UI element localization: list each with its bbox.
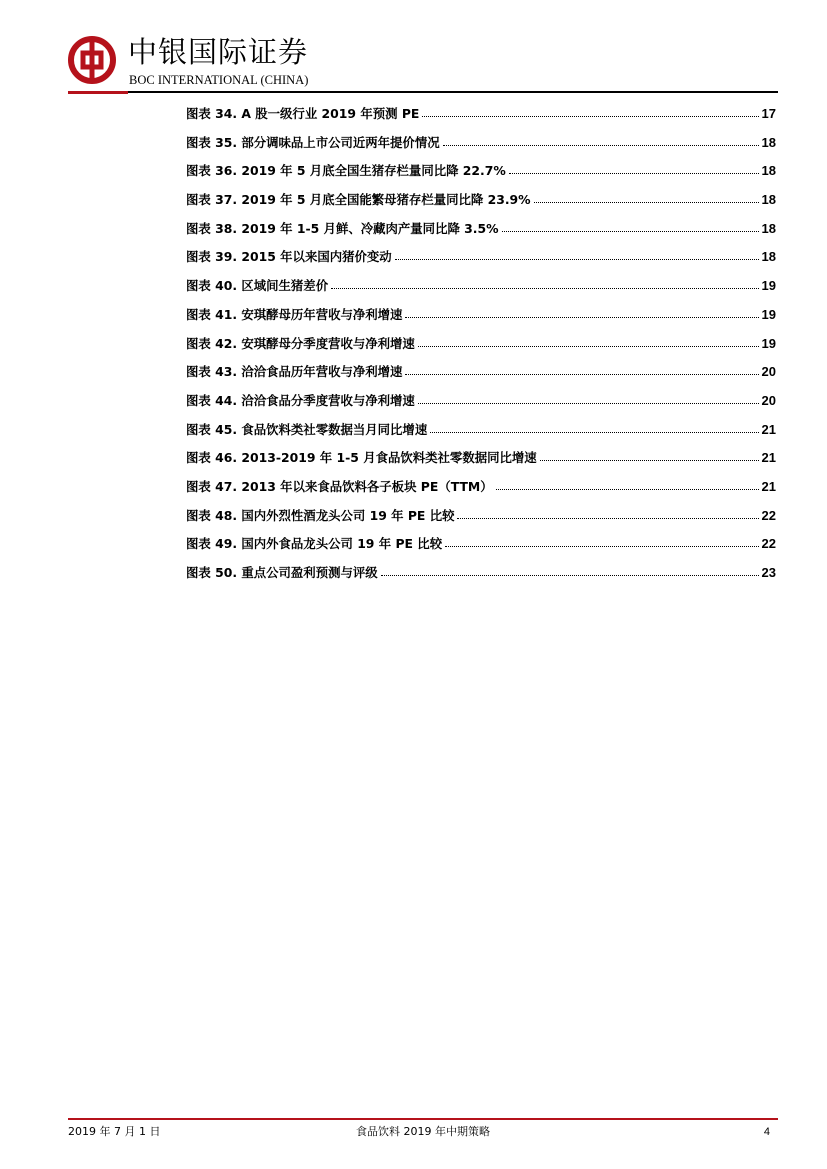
toc-entry-title[interactable]: 图表 40. 区域间生猪差价 xyxy=(186,278,329,294)
dot-leader xyxy=(534,202,759,203)
footer-divider xyxy=(68,1118,778,1120)
toc-entry-page[interactable]: 18 xyxy=(761,134,776,150)
toc-entry-title[interactable]: 图表 48. 国内外烈性酒龙头公司 19 年 PE 比较 xyxy=(186,507,455,523)
dot-leader xyxy=(405,317,758,318)
toc-entry[interactable] xyxy=(186,215,776,244)
toc-entry-title[interactable]: 图表 41. 安琪酵母历年营收与净利增速 xyxy=(186,306,403,322)
toc-entry[interactable] xyxy=(186,416,776,445)
dot-leader xyxy=(430,432,758,433)
table-of-figures xyxy=(186,100,776,588)
dot-leader xyxy=(418,346,759,347)
toc-entry-page[interactable]: 20 xyxy=(761,364,776,380)
toc-entry[interactable] xyxy=(186,330,776,359)
toc-entry-page[interactable]: 20 xyxy=(761,392,776,408)
dot-leader xyxy=(540,460,759,461)
dot-leader xyxy=(496,489,759,490)
toc-entry-page[interactable]: 19 xyxy=(761,306,776,322)
dot-leader xyxy=(509,173,759,174)
toc-entry-page[interactable]: 18 xyxy=(761,163,776,179)
toc-entry[interactable] xyxy=(186,301,776,330)
toc-entry[interactable] xyxy=(186,473,776,502)
toc-entry-page[interactable]: 22 xyxy=(761,507,776,523)
toc-entry[interactable] xyxy=(186,559,776,588)
dot-leader xyxy=(445,546,758,547)
footer-date: 2019 年 7 月 1 日 xyxy=(68,1125,161,1138)
page-footer xyxy=(68,1124,778,1142)
toc-entry-page[interactable]: 21 xyxy=(761,421,776,437)
page-header xyxy=(68,34,778,96)
toc-entry-title[interactable]: 图表 46. 2013-2019 年 1-5 月食品饮料类社零数据同比增速 xyxy=(186,450,537,466)
toc-entry-page[interactable]: 19 xyxy=(761,278,776,294)
dot-leader xyxy=(381,575,759,576)
brand-name-english: BOC INTERNATIONAL (CHINA) xyxy=(129,73,309,87)
header-accent-bar xyxy=(68,91,128,94)
dot-leader xyxy=(502,231,759,232)
toc-entry-title[interactable]: 图表 37. 2019 年 5 月底全国能繁母猪存栏量同比降 23.9% xyxy=(186,192,531,208)
toc-entry-title[interactable]: 图表 42. 安琪酵母分季度营收与净利增速 xyxy=(186,335,415,351)
dot-leader xyxy=(331,288,758,289)
brand-name-chinese: 中银国际证券 xyxy=(128,35,309,69)
toc-entry[interactable] xyxy=(186,243,776,272)
toc-entry[interactable] xyxy=(186,272,776,301)
footer-report-title: 食品饮料 2019 年中期策略 xyxy=(356,1125,490,1138)
toc-entry-title[interactable]: 图表 47. 2013 年以来食品饮料各子板块 PE（TTM） xyxy=(186,478,493,494)
dot-leader xyxy=(395,259,759,260)
toc-entry-title[interactable]: 图表 45. 食品饮料类社零数据当月同比增速 xyxy=(186,421,428,437)
toc-entry-page[interactable]: 22 xyxy=(761,536,776,552)
dot-leader xyxy=(418,403,759,404)
toc-entry[interactable] xyxy=(186,129,776,158)
dot-leader xyxy=(405,374,758,375)
toc-entry-title[interactable]: 图表 39. 2015 年以来国内猪价变动 xyxy=(186,249,392,265)
dot-leader xyxy=(443,145,759,146)
toc-entry[interactable] xyxy=(186,530,776,559)
toc-entry-page[interactable]: 23 xyxy=(761,565,776,580)
toc-entry-page[interactable]: 18 xyxy=(761,249,776,265)
toc-entry[interactable] xyxy=(186,100,776,129)
header-divider xyxy=(68,91,778,93)
toc-entry-title[interactable]: 图表 38. 2019 年 1-5 月鲜、冷藏肉产量同比降 3.5% xyxy=(186,220,499,236)
toc-entry-title[interactable]: 图表 34. A 股一级行业 2019 年预测 PE xyxy=(186,106,420,121)
toc-entry-title[interactable]: 图表 49. 国内外食品龙头公司 19 年 PE 比较 xyxy=(186,536,443,552)
toc-entry-title[interactable]: 图表 36. 2019 年 5 月底全国生猪存栏量同比降 22.7% xyxy=(186,163,506,179)
dot-leader xyxy=(422,116,758,117)
toc-entry-title[interactable]: 图表 43. 洽洽食品历年营收与净利增速 xyxy=(186,364,403,380)
toc-entry-page[interactable]: 18 xyxy=(761,220,776,236)
dot-leader xyxy=(457,518,758,519)
toc-entry[interactable] xyxy=(186,387,776,416)
toc-entry[interactable] xyxy=(186,157,776,186)
toc-entry-title[interactable]: 图表 44. 洽洽食品分季度营收与净利增速 xyxy=(186,392,415,408)
toc-entry-title[interactable]: 图表 35. 部分调味品上市公司近两年提价情况 xyxy=(186,134,440,150)
toc-entry-page[interactable]: 21 xyxy=(761,450,776,466)
toc-entry-page[interactable]: 17 xyxy=(761,106,776,121)
toc-entry-title[interactable]: 图表 50. 重点公司盈利预测与评级 xyxy=(186,565,378,580)
bank-of-china-logo-icon xyxy=(68,36,116,84)
toc-entry-page[interactable]: 18 xyxy=(761,192,776,208)
footer-page-number: 4 xyxy=(763,1126,770,1138)
toc-entry[interactable] xyxy=(186,186,776,215)
toc-entry[interactable] xyxy=(186,358,776,387)
toc-entry-page[interactable]: 21 xyxy=(761,478,776,494)
toc-entry-page[interactable]: 19 xyxy=(761,335,776,351)
toc-entry[interactable] xyxy=(186,444,776,473)
toc-entry[interactable] xyxy=(186,502,776,531)
